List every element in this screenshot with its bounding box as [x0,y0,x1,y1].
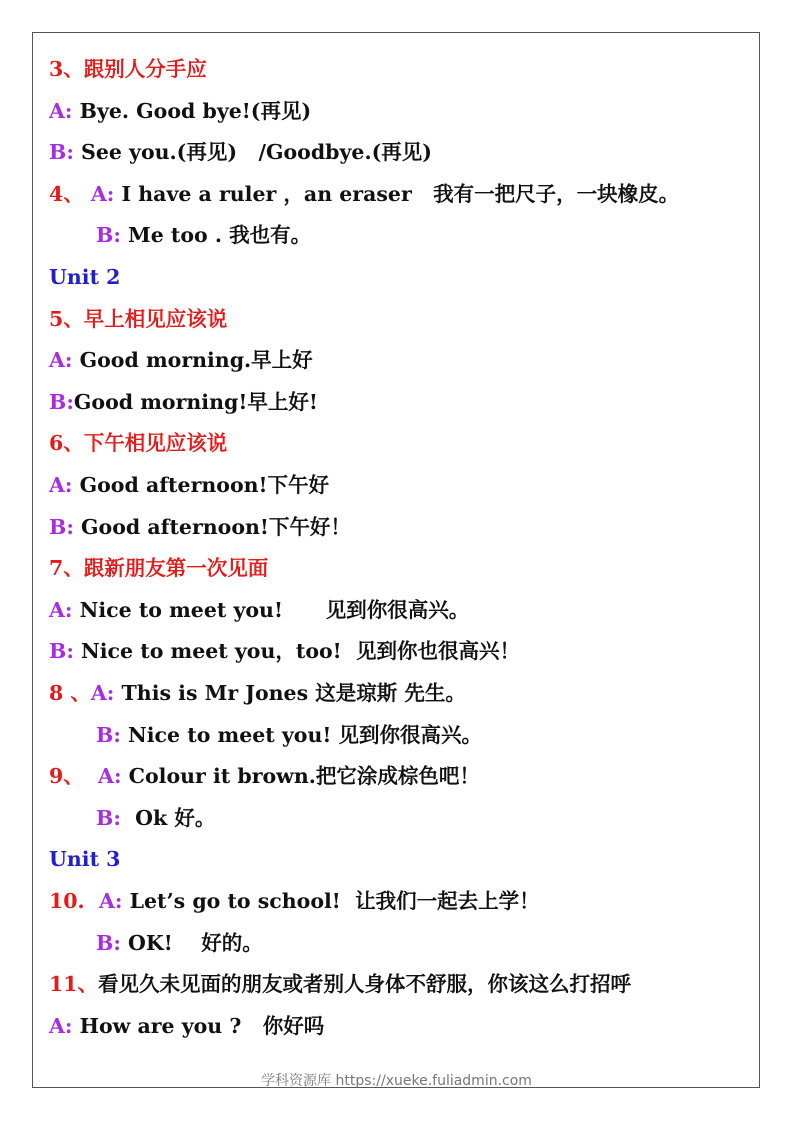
line-text: Good morning!早上好! [73,389,318,414]
line-text: I have a ruler ，an eraser 我有一把尺子，一块橡皮。 [121,181,680,206]
line-text: Good afternoon!下午好！ [81,514,351,539]
unit-heading: Unit 2 [49,265,121,289]
speaker-label: A: [90,181,122,206]
text-line [96,721,482,749]
speaker-label: A: [49,1013,80,1038]
line-text: Good morning.早上好 [79,348,313,373]
text-line [49,346,313,374]
line-text: 看见久未见面的朋友或者别人身体不舒服，你该这么打招呼 [98,972,632,997]
text-line [49,305,227,333]
text-line [49,513,351,541]
speaker-label: B: [96,722,129,747]
speaker-label: A: [90,681,122,705]
text-line [49,263,120,291]
text-line [49,388,318,416]
section-heading: 3、跟别人分手应 [49,57,207,81]
footer-watermark: 学科资源库 https://xueke.fuliadmin.com [261,1073,532,1089]
text-line [49,596,469,624]
text-line [49,637,520,665]
text-line [49,55,207,83]
text-line [49,180,679,208]
text-line [49,554,268,582]
speaker-label: A: [49,597,80,622]
speaker-label: B: [96,805,136,830]
item-number: 9、 [49,764,99,789]
line-text: This is Mr Jones 这是琼斯 先生。 [121,681,466,705]
line-text: OK! 好的。 [128,930,263,955]
section-heading: 5、早上相见应该说 [49,306,228,331]
speaker-label: A: [98,889,130,913]
line-text: Let’s go to school! 让我们一起去上学！ [129,889,540,913]
line-text: Nice to meet you，too! 见到你也很高兴！ [81,639,520,664]
text-line [49,429,227,457]
text-line [49,845,120,873]
text-line [49,138,432,166]
section-heading: 6、下午相见应该说 [49,431,228,456]
line-text: Bye. Good bye!(再见) [79,98,312,123]
text-line [49,471,329,499]
section-heading: 7、跟新朋友第一次见面 [49,556,269,581]
line-text: Ok 好。 [135,805,216,830]
text-line [49,762,480,790]
line-text: Nice to meet you! 见到你很高兴。 [128,722,483,747]
speaker-label: A: [98,764,129,789]
item-number: 11、 [49,972,99,997]
page-frame [32,32,760,1088]
text-line [49,1012,324,1040]
line-text: Nice to meet you! 见到你很高兴。 [79,597,470,622]
unit-heading: Unit 3 [49,847,121,872]
item-number: 8 、 [49,681,91,705]
item-number: 4、 [49,181,91,206]
line-text: Me too . 我也有。 [128,223,312,248]
text-line [49,887,540,915]
text-line [49,97,311,125]
speaker-label: A: [49,348,80,373]
text-line [96,221,311,249]
line-text: See you.(再见) /Goodbye.(再见) [81,140,432,165]
line-text: Colour it brown.把它涂成棕色吧！ [128,764,480,789]
speaker-label: A: [49,473,80,497]
speaker-label: B: [49,140,82,165]
speaker-label: A: [49,98,80,123]
line-text: How are you ? 你好吗 [79,1013,325,1038]
text-line [96,929,263,957]
speaker-label: B: [96,223,129,248]
speaker-label: B: [49,514,82,539]
speaker-label: B: [49,389,74,414]
speaker-label: B: [96,930,129,955]
text-line [49,679,466,707]
text-line [96,804,215,832]
text-line [49,970,631,998]
item-number: 10. [49,889,99,913]
speaker-label: B: [49,639,82,664]
line-text: Good afternoon!下午好 [79,473,330,497]
